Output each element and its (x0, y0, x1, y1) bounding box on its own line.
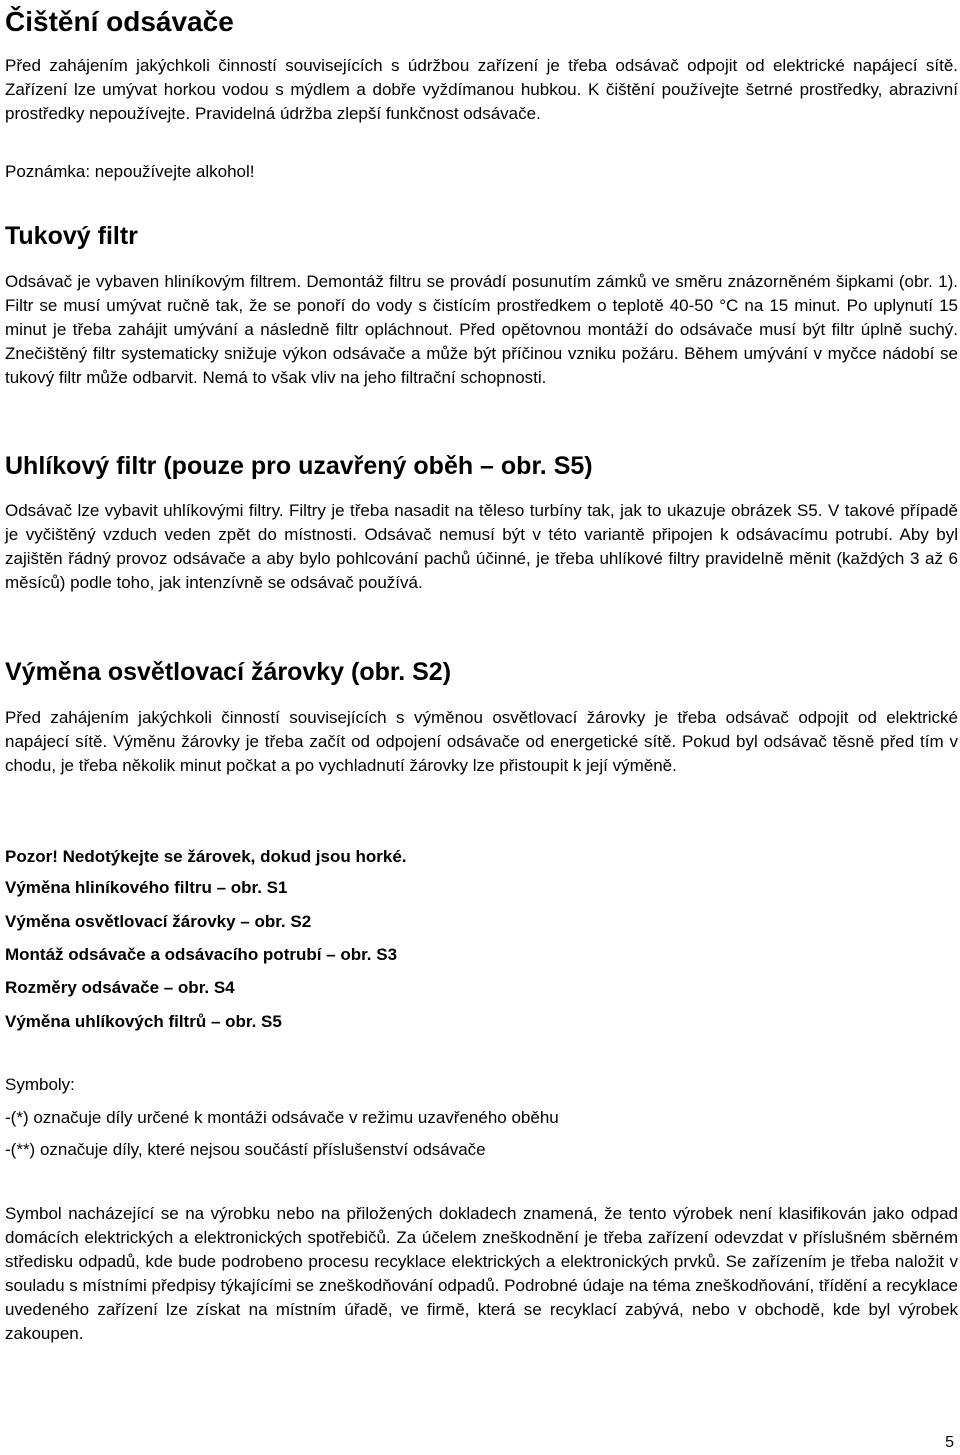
figure-ref-s1: Výměna hliníkového filtru – obr. S1 (5, 878, 288, 897)
paragraph-disposal: Symbol nacházející se na výrobku nebo na přiložených dokladech znamená, že tento výrobek není klasifikován jako odpad domácích elektrických a elektronických spotřebičů. Za účelem zneškodnění je třeba zařízení odevzdat v příslušném sběrném středisku odpadů, kde bude podrobeno procesu recyklace elektrických a elektronických prvků. Se zařízením je třeba naložit v souladu s místními předpisy týkajícími se zneškodňování odpadů. Podrobné údaje na téma zneškodňování, třídění a recyklace uvedeného zařízení lze získat na místním úřadě, ve firmě, která se recyklací zabývá, nebo v obchodě, kde byl výrobek zakoupen. (5, 1204, 958, 1343)
symbols-label: Symboly: (5, 1075, 75, 1094)
symbol-item-not-included: -(**) označuje díly, které nejsou součástí příslušenství odsávače (5, 1140, 486, 1159)
heading-bulb: Výměna osvětlovací žárovky (obr. S2) (5, 658, 452, 686)
figure-ref-s4: Rozměry odsávače – obr. S4 (5, 978, 235, 997)
page-number: 5 (945, 1434, 954, 1451)
paragraph-bulb: Před zahájením jakýchkoli činností souvisejících s výměnou osvětlovací žárovky je třeba odsávač odpojit od elektrické napájecí sítě. Výměnu žárovky je třeba začít od odpojení odsávače od energetické sítě. Pokud byl odsávač těsně před tím v chodu, je třeba několik minut počkat a po vychladnutí žárovky lze přistoupit k její výměně. (5, 708, 958, 775)
note-no-alcohol: Poznámka: nepoužívejte alkohol! (5, 162, 255, 181)
figure-ref-s3: Montáž odsávače a odsávacího potrubí – obr. S3 (5, 945, 398, 964)
figure-ref-s5: Výměna uhlíkových filtrů – obr. S5 (5, 1012, 282, 1031)
paragraph-grease-filter: Odsávač je vybaven hliníkovým filtrem. Demontáž filtru se provádí posunutím zámků ve směru znázorněném šipkami (obr. 1). Filtr se musí umývat ručně tak, že se ponoří do vody s čistícím prostředkem o teplotě 40-50 °C na 15 minut. Po uplynutí 15 minut je třeba zahájit umývání a následně filtr opláchnout. Před opětovnou montáží do odsávače musí být filtr úplně suchý. Znečištěný filtr systematicky snižuje výkon odsávače a může být příčinou vzniku požáru. Během umývání v myčce nádobí se tukový filtr může odbarvit. Nemá to však vliv na jeho filtrační schopnosti. (5, 272, 958, 387)
heading-cleaning: Čištění odsávače (5, 6, 234, 37)
heading-carbon-filter: Uhlíkový filtr (pouze pro uzavřený oběh – obr. S5) (5, 452, 593, 480)
paragraph-carbon-filter: Odsávač lze vybavit uhlíkovými filtry. Filtry je třeba nasadit na těleso turbíny tak, jak to ukazuje obrázek S5. V takové případě je vyčištěný vzduch veden zpět do místnosti. Odsávač nemusí být v této variantě připojen k odsávacímu potrubí. Aby byl zajištěn řádný provoz odsávače a aby bylo pohlcování pachů účinné, je třeba uhlíkové filtry pravidelně měnit (každých 3 až 6 měsíců) podle toho, jak intenzívně se odsávač používá. (5, 501, 958, 592)
symbol-item-closed-circulation: -(*) označuje díly určené k montáži odsávače v režimu uzavřeného oběhu (5, 1108, 559, 1127)
heading-grease-filter: Tukový filtr (5, 222, 138, 250)
warning-hot-bulbs: Pozor! Nedotýkejte se žárovek, dokud jsou horké. (5, 847, 407, 866)
paragraph-cleaning: Před zahájením jakýchkoli činností souvisejících s údržbou zařízení je třeba odsávač odpojit od elektrické napájecí sítě. Zařízení lze umývat horkou vodou s mýdlem a dobře vyždímanou hubkou. K čištění používejte šetrné prostředky, abrazivní prostředky nepoužívejte. Pravidelná údržba zlepší funkčnost odsávače. (5, 56, 958, 123)
figure-ref-s2: Výměna osvětlovací žárovky – obr. S2 (5, 912, 312, 931)
